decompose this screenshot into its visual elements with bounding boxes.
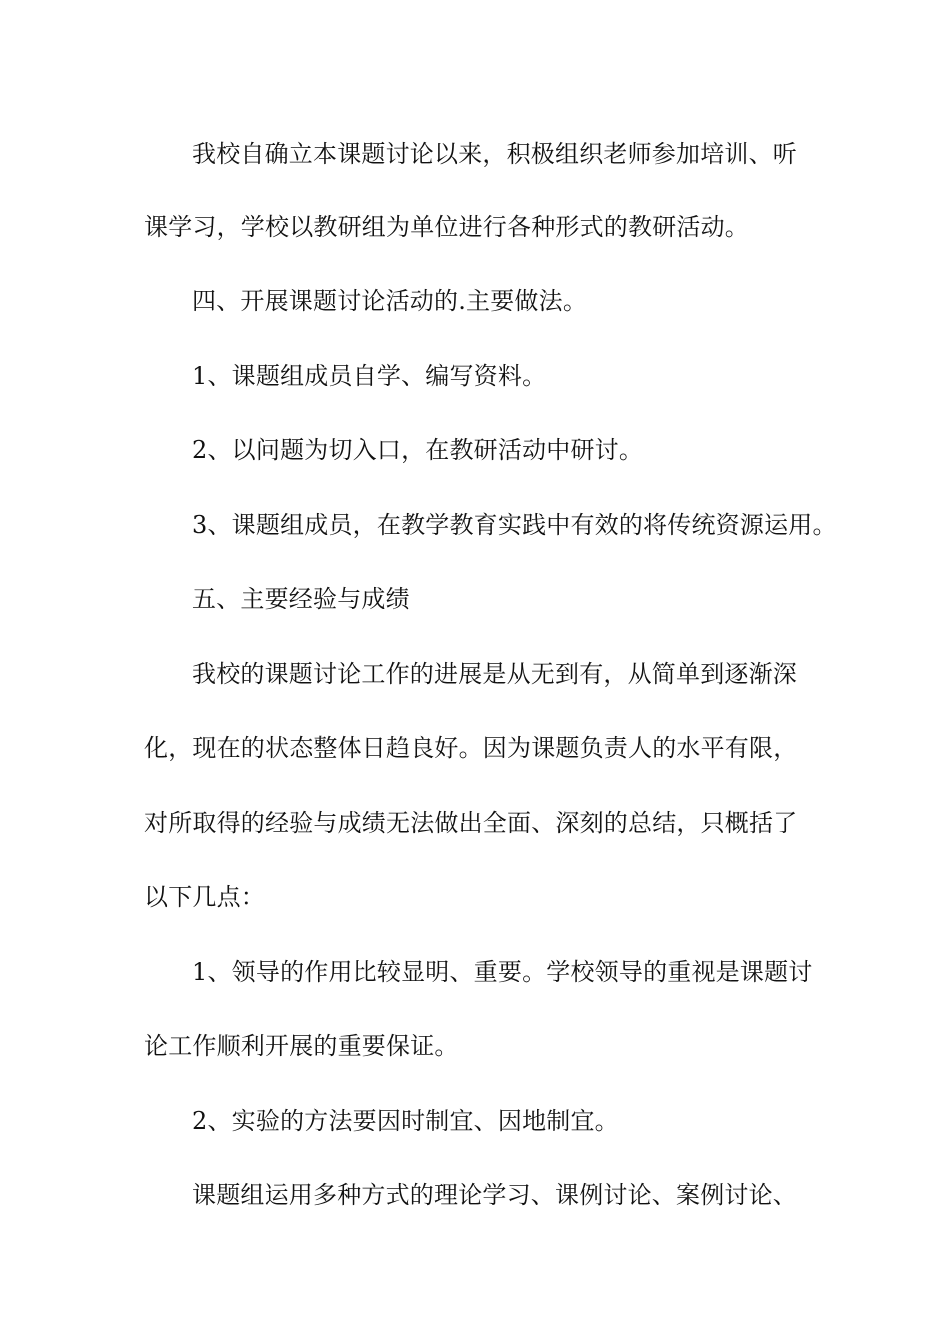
section-heading: 五、主要经验与成绩 (192, 585, 410, 613)
paragraph-line: 对所取得的经验与成绩无法做出全面、深刻的总结，只概括了 (144, 809, 798, 837)
list-item: 1、领导的作用比较显明、重要。学校领导的重视是课题讨 (192, 958, 813, 986)
paragraph-line: 课学习，学校以教研组为单位进行各种形式的教研活动。 (144, 213, 749, 241)
paragraph-line: 论工作顺利开展的重要保证。 (144, 1032, 459, 1060)
section-heading: 四、开展课题讨论活动的.主要做法。 (192, 287, 588, 315)
paragraph-line: 以下几点： (144, 883, 265, 911)
list-item: 3、课题组成员，在教学教育实践中有效的将传统资源运用。 (192, 511, 837, 539)
paragraph-line: 我校的课题讨论工作的进展是从无到有，从简单到逐渐深 (192, 660, 797, 688)
list-item: 1、课题组成员自学、编写资料。 (192, 362, 547, 390)
list-item: 2、实验的方法要因时制宜、因地制宜。 (192, 1107, 619, 1135)
list-item: 2、以问题为切入口，在教研活动中研讨。 (192, 436, 644, 464)
paragraph-line: 化，现在的状态整体日趋良好。因为课题负责人的水平有限， (144, 734, 798, 762)
paragraph-line: 课题组运用多种方式的理论学习、课例讨论、案例讨论、 (192, 1181, 797, 1209)
paragraph-line: 我校自确立本课题讨论以来，积极组织老师参加培训、听 (192, 140, 797, 168)
